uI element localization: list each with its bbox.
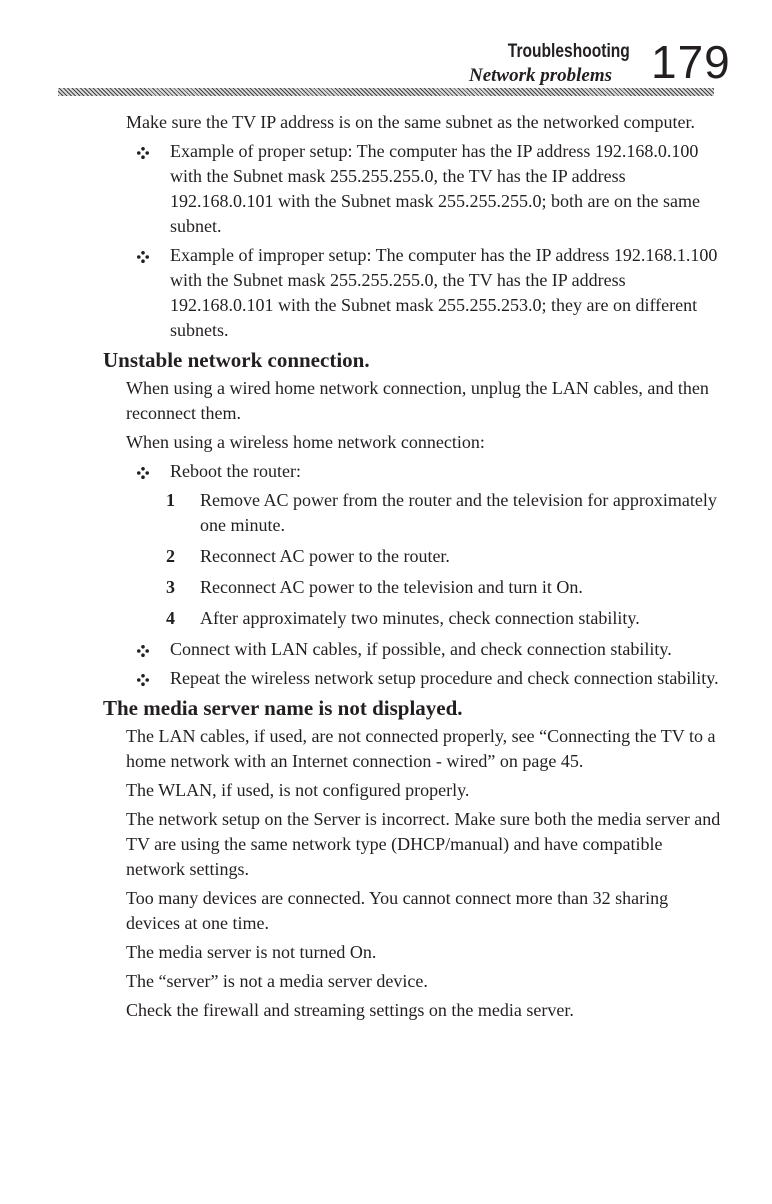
bullet-repeat-setup: [0, 666, 772, 691]
section-title: Network problems: [468, 65, 612, 86]
step-text: Reconnect AC power to the television and turn it On.: [200, 577, 583, 597]
media-paragraph: The media server is not turned On.: [126, 942, 377, 962]
bullet-lan-cables: [0, 637, 772, 662]
media-paragraph: The “server” is not a media server device.: [126, 971, 428, 991]
heading-unstable-connection: Unstable network connection.: [103, 348, 370, 372]
diamond-bullet-icon: [137, 147, 149, 159]
heading-media-server: The media server name is not displayed.: [103, 696, 463, 720]
step-item: [0, 606, 772, 631]
bullet-proper-setup: [0, 139, 772, 239]
diamond-bullet-icon: [137, 251, 149, 263]
step-number: 4: [166, 608, 175, 628]
bullet-reboot-router: [0, 459, 772, 484]
media-paragraph: The WLAN, if used, is not configured properly.: [126, 780, 470, 800]
page-header: [0, 0, 772, 100]
step-item: [0, 575, 772, 600]
wired-paragraph: When using a wired home network connection, unplug the LAN cables, and then reconnect them.: [126, 378, 709, 423]
step-number: 1: [166, 490, 175, 510]
page-number: 179: [651, 36, 731, 88]
diamond-bullet-icon: [137, 674, 149, 686]
step-item: [0, 488, 772, 538]
bullet-improper-setup: [0, 243, 772, 343]
bullet-text: Repeat the wireless network setup procedure and check connection stability.: [170, 668, 719, 688]
step-number: 3: [166, 577, 175, 597]
diamond-bullet-icon: [137, 645, 149, 657]
step-text: After approximately two minutes, check connection stability.: [200, 608, 640, 628]
intro-paragraph: Make sure the TV IP address is on the same subnet as the networked computer.: [126, 112, 696, 132]
media-paragraph: Too many devices are connected. You cannot connect more than 32 sharing devices at one time.: [126, 888, 669, 933]
wireless-paragraph: When using a wireless home network connection:: [126, 432, 485, 452]
bullet-text: Reboot the router:: [170, 461, 301, 481]
bullet-text: Connect with LAN cables, if possible, and check connection stability.: [170, 639, 672, 659]
media-paragraph: The network setup on the Server is incorrect. Make sure both the media server and TV are using the same network type (DHCP/manual) and have compatible network settings.: [126, 809, 721, 879]
page-body: [0, 110, 772, 1027]
media-paragraph: Check the firewall and streaming settings on the media server.: [126, 1000, 574, 1020]
step-number: 2: [166, 546, 175, 566]
step-item: [0, 544, 772, 569]
bullet-text: Example of improper setup: The computer has the IP address 192.168.1.100 with the Subnet mask 255.255.255.0, the TV has the IP address 192.168.0.101 with the Subnet mask 255.255.253.0; they are on different subnets.: [170, 245, 718, 340]
bullet-text: Example of proper setup: The computer has the IP address 192.168.0.100 with the Subnet mask 255.255.255.0, the TV has the IP address 192.168.0.101 with the Subnet mask 255.255.255.0; both are on the same subnet.: [170, 141, 700, 236]
chapter-title: Troubleshooting: [507, 41, 630, 62]
step-text: Reconnect AC power to the router.: [200, 546, 450, 566]
diamond-bullet-icon: [137, 467, 149, 479]
step-text: Remove AC power from the router and the television for approximately one minute.: [200, 490, 717, 535]
media-paragraph: The LAN cables, if used, are not connected properly, see “Connecting the TV to a home network with an Internet connection - wired” on page 45.: [126, 726, 716, 771]
header-rule: [58, 88, 714, 96]
